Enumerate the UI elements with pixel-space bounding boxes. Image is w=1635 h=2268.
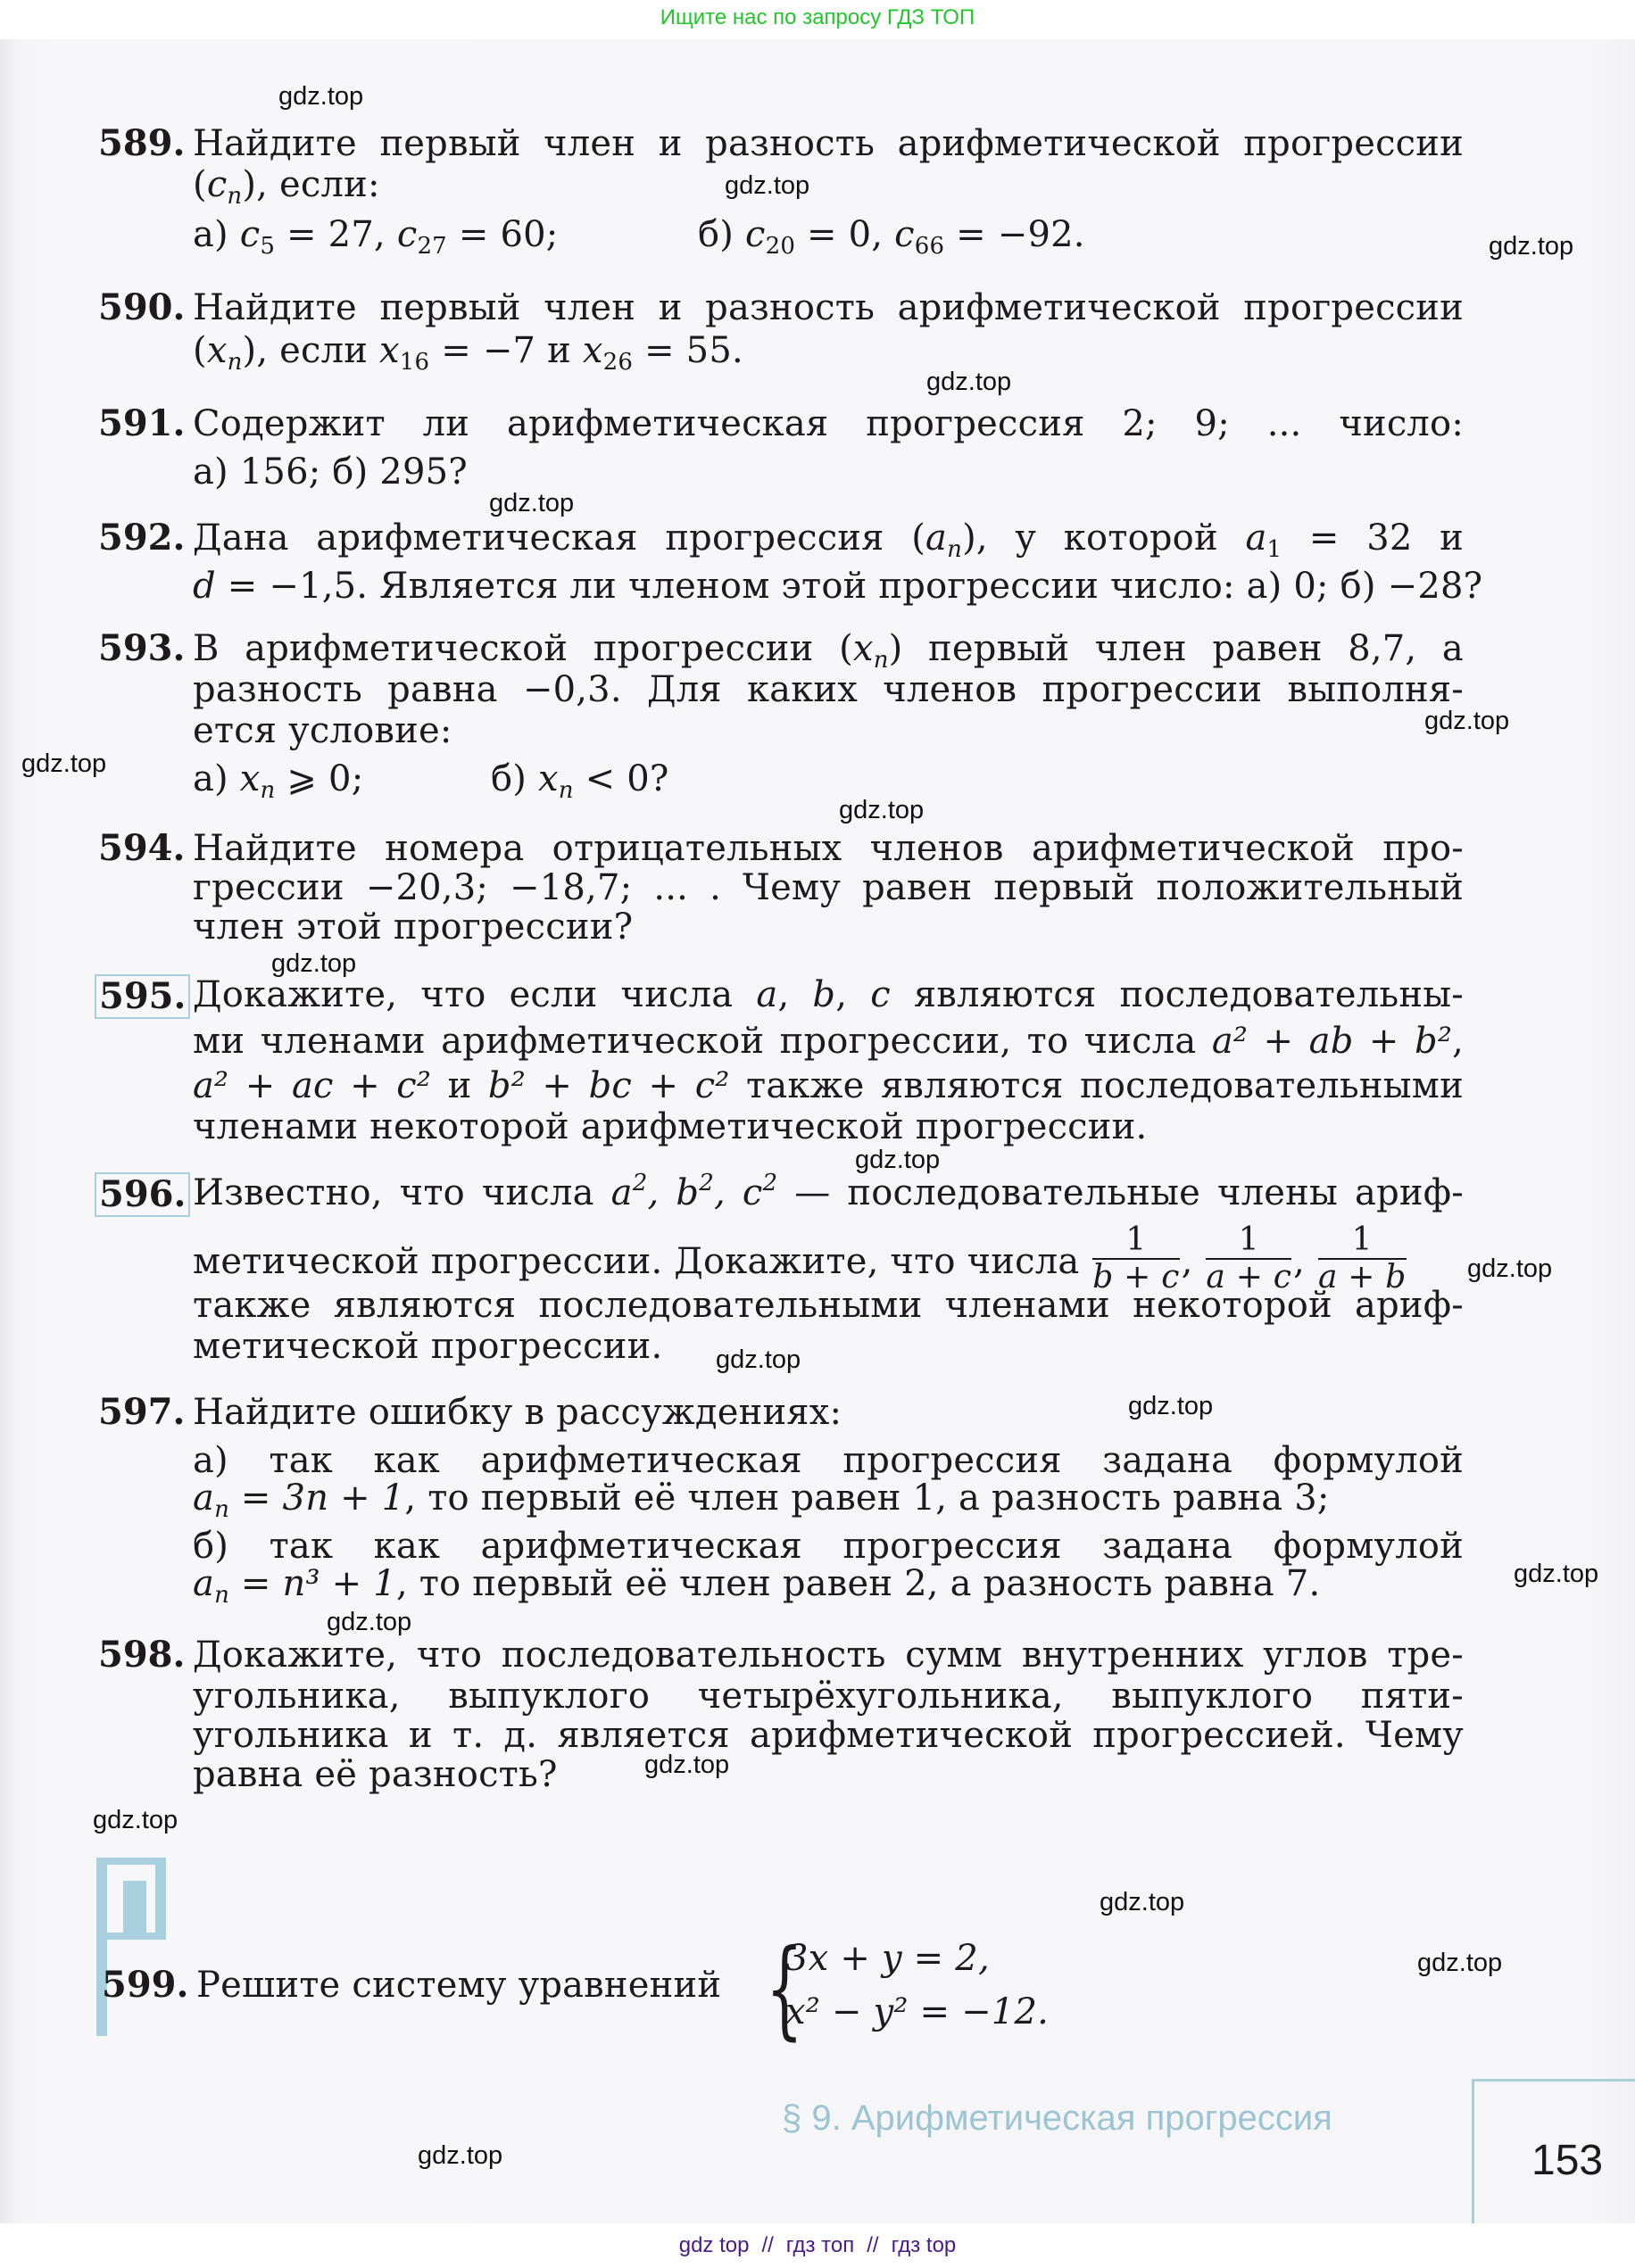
fraction: $\frac{1}{a + c}$ (1206, 1221, 1292, 1295)
problem-text: угольника и т. д. является арифметической прогрессией. Чему (193, 1715, 1464, 1756)
watermark: gdz.top (327, 1608, 412, 1636)
equation-1: 3x + y = 2, (785, 1938, 990, 1979)
watermark: gdz.top (1100, 1888, 1185, 1916)
problem-number: 590. (98, 286, 186, 328)
fraction: $\frac{1}{a + b}$ (1317, 1221, 1407, 1295)
problem-text: Содержит ли арифметическая прогрессия 2; 9; ... число: (193, 403, 1464, 444)
subproblem-b: $a_n = n^3 + 1$, то первый её член равен 2, а разность равна 7. (193, 1563, 1321, 1609)
problem-text: Найдите первый член и разность арифметической прогрессии (193, 287, 1464, 328)
problem-text: d = −1,5. Является ли членом этой прогрессии число: а) 0; б) −28? (193, 566, 1483, 607)
problem-number: 598. (98, 1634, 186, 1676)
watermark: gdz.top (1417, 1949, 1503, 1977)
problem-text: Дана арифметическая прогрессия $(a_n)$, у которой $a_1 = 32$ и (193, 517, 1464, 563)
bottom-banner-link[interactable]: gdz top (678, 2233, 750, 2257)
problem-text: член этой прогрессии? (193, 906, 634, 948)
problem-number: 589. (98, 122, 186, 164)
problem-text: Найдите ошибку в рассуждениях: (193, 1392, 842, 1433)
bottom-banner-link[interactable]: гдз top (891, 2233, 957, 2257)
subproblem-a: а) так как арифметическая прогрессия задана формулой (193, 1440, 1464, 1481)
problem-number: 593. (98, 627, 186, 669)
problem-number-boxed: 595. (95, 974, 190, 1019)
problem-number: 591. (98, 402, 186, 444)
watermark: gdz.top (716, 1345, 801, 1374)
subproblem-b: б) $x_n < 0$? (491, 758, 669, 804)
watermark: gdz.top (1128, 1392, 1214, 1420)
subproblem-a: а) $x_n$ ⩾ 0; (193, 758, 364, 804)
problem-text: членами некоторой арифметической прогрессии. (193, 1106, 1148, 1147)
fraction: $\frac{1}{b + c}$ (1092, 1221, 1180, 1295)
problem-text: Докажите, что если числа a, b, c являются последовательны- (193, 974, 1464, 1015)
watermark: gdz.top (21, 749, 107, 778)
problem-text: а) 156; б) 295? (193, 451, 468, 493)
problem-text: Найдите первый член и разность арифметической прогрессии (193, 123, 1464, 164)
problem-text: Решите систему уравнений (196, 1965, 722, 2006)
problem-number-boxed: 596. (95, 1172, 190, 1217)
problem-text: $(c_n)$, если: (193, 164, 380, 210)
problem-number: 592. (98, 517, 186, 559)
problem-text: разность равна −0,3. Для каких членов прогрессии выполня- (193, 669, 1464, 710)
watermark: gdz.top (1424, 707, 1510, 735)
watermark: gdz.top (839, 796, 925, 824)
bottom-banner: gdz top // гдз топ // гдз top (0, 2223, 1635, 2268)
subproblem-a: $a_n = 3n + 1$, то первый её член равен 1, а разность равна 3; (193, 1478, 1330, 1523)
watermark: gdz.top (725, 171, 810, 200)
equation-2: x² − y² = −12. (785, 1991, 1050, 2032)
subproblem-b: б) так как арифметическая прогрессия задана формулой (193, 1526, 1464, 1567)
top-banner-text: Ищите нас по запросу ГДЗ ТОП (660, 5, 975, 29)
problem-text: a² + ac + c² и b² + bc + c² также являются последовательными (193, 1065, 1464, 1106)
watermark: gdz.top (644, 1751, 730, 1779)
system-brace: { (766, 1927, 803, 2051)
page-number: 153 (1531, 2137, 1604, 2184)
watermark: gdz.top (1514, 1560, 1599, 1588)
watermark: gdz.top (1489, 232, 1574, 261)
problem-text: грессии −20,3; −18,7; ... . Чему равен первый положительный (193, 867, 1464, 908)
problem-text: ется условие: (193, 710, 452, 751)
watermark: gdz.top (1467, 1254, 1553, 1283)
problem-text: метической прогрессии. (193, 1326, 663, 1367)
watermark: gdz.top (278, 82, 364, 111)
problem-text: Найдите номера отрицательных членов арифметической про- (193, 828, 1464, 869)
running-head: § 9. Арифметическая прогрессия (782, 2098, 1332, 2138)
problem-text: метической прогрессии. Докажите, что числа $\frac{1}{b + c}$ , $\frac{1}{a + c}$ , $\frac{1}{a + b}$ (193, 1221, 1407, 1295)
problem-text: $(x_n)$, если $x_{16} = -7$ и $x_{26} = 55$. (193, 330, 743, 376)
problem-text: Известно, что числа $a^2$, $b^2$, $c^2$ — последовательные члены ариф- (193, 1170, 1464, 1213)
watermark: gdz.top (93, 1806, 178, 1834)
problem-text: равна её разность? (193, 1754, 558, 1795)
subproblem-a: а) $c_5 = 27$, $c_{27} = 60$; (193, 214, 559, 260)
problem-number: 599. (102, 1964, 189, 2006)
problem-number: 594. (98, 827, 186, 869)
repetition-marker-icon (96, 1858, 177, 2036)
problem-number: 597. (98, 1391, 186, 1433)
problem-text: ми членами арифметической прогрессии, то числа a² + ab + b², (193, 1021, 1464, 1062)
watermark: gdz.top (271, 949, 357, 978)
watermark: gdz.top (489, 489, 575, 517)
problem-text: Докажите, что последовательность сумм внутренних углов тре- (193, 1635, 1464, 1676)
top-banner (0, 0, 1635, 39)
problem-text: также являются последовательными членами некоторой ариф- (193, 1285, 1464, 1326)
watermark: gdz.top (418, 2141, 503, 2170)
watermark: gdz.top (855, 1146, 941, 1174)
problem-text: угольника, выпуклого четырёхугольника, выпуклого пяти- (193, 1676, 1464, 1717)
problem-text: В арифметической прогрессии $(x_n)$ первый член равен 8,7, а (193, 628, 1464, 674)
watermark: gdz.top (926, 368, 1012, 396)
subproblem-b: б) $c_{20} = 0$, $c_{66} = -92$. (698, 214, 1085, 260)
bottom-banner-link[interactable]: гдз топ (785, 2233, 855, 2257)
